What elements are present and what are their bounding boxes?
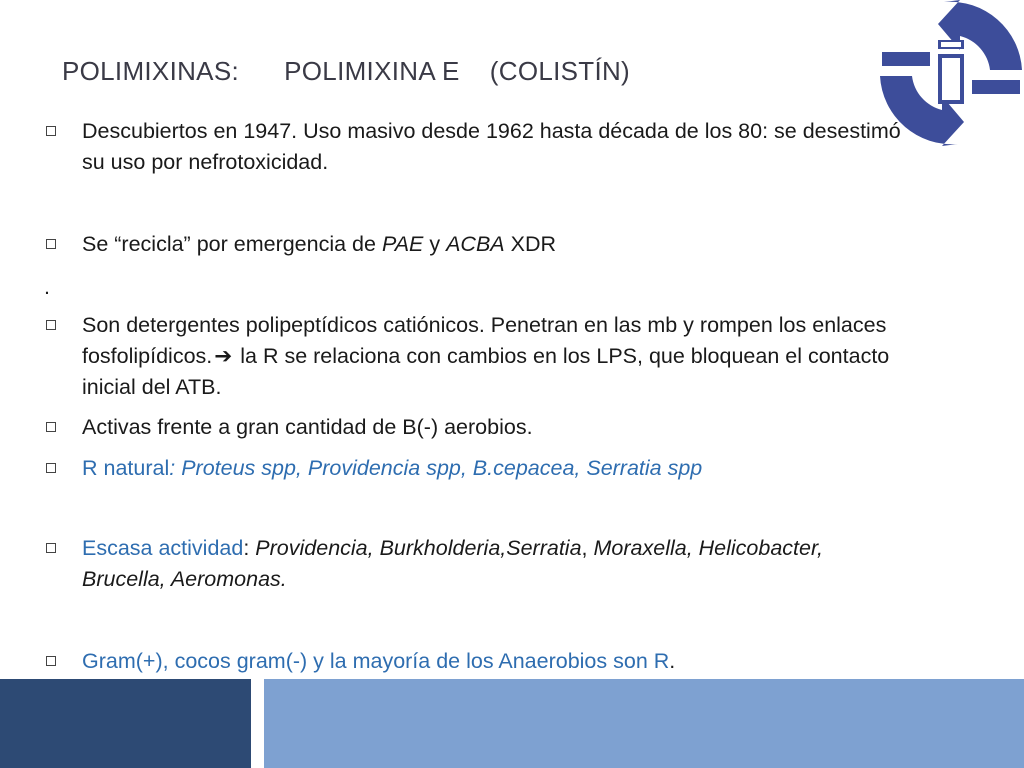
list-item [46, 412, 906, 443]
bullet-text [82, 310, 906, 403]
r-natural-species: : Proteus spp, Providencia spp, B.cepacea, Serratia spp [169, 456, 703, 480]
list-item [46, 533, 906, 595]
r-natural-label: R natural [82, 456, 170, 480]
title-part-3: (COLISTÍN) [489, 56, 631, 86]
bullet-text-part: , [581, 536, 594, 560]
square-bullet-icon [46, 126, 56, 136]
list-item [46, 453, 906, 484]
square-bullet-icon [46, 239, 56, 249]
title-part-2: POLIMIXINA E [284, 56, 460, 86]
pathogen-pae: PAE [381, 232, 424, 256]
square-bullet-icon [46, 422, 56, 432]
bullet-text-part: : [243, 536, 256, 560]
bullet-text-part: . [669, 649, 676, 673]
list-item [46, 116, 906, 178]
bullet-text-part: Se “recicla” por emergencia de [82, 232, 382, 256]
bullet-text-part: y [423, 232, 447, 256]
title-part-1: POLIMIXINAS: [62, 56, 239, 86]
footer-bar-dark [0, 679, 251, 768]
list-item [46, 310, 906, 403]
bullet-text-part: la R se relaciona con cambios en los LPS, que bloquean el contacto inicial del ATB. [82, 344, 890, 399]
bullet-text: Descubiertos en 1947. Uso masivo desde 1962 hasta década de los 80: se desestimó su uso por nefrotoxicidad. [82, 119, 901, 174]
bullet-text-part: Son detergentes polipeptídicos catiónicos. Penetran en las mb y rompen los enlaces fosfolipídicos. [82, 313, 887, 368]
resistance-statement: Gram(+), cocos gram(-) y la mayoría de los Anaerobios son R [82, 649, 670, 673]
bullet-text: Activas frente a gran cantidad de B(-) aerobios. [82, 415, 533, 439]
arrow-right-icon: ➔ [214, 344, 233, 368]
square-bullet-icon [46, 320, 56, 330]
list-item [46, 646, 906, 677]
square-bullet-icon [46, 463, 56, 473]
bullet-text [82, 453, 906, 484]
footer-bar-light [264, 679, 1024, 768]
bullet-text [82, 533, 906, 595]
pathogen-acba: ACBA [446, 232, 505, 256]
square-bullet-icon [46, 543, 56, 553]
bullet-text-part: XDR [504, 232, 557, 256]
square-bullet-icon [46, 656, 56, 666]
list-item [46, 229, 906, 260]
bullet-text [82, 229, 906, 260]
species-list-1: Providencia, Burkholderia,Serratia [255, 536, 582, 560]
stray-dot: . [44, 275, 50, 299]
species-list-2: Moraxella, Helicobacter, Brucella, Aeromonas. [82, 536, 823, 591]
bullet-text [82, 646, 906, 677]
escasa-actividad-label: Escasa actividad [82, 536, 244, 560]
